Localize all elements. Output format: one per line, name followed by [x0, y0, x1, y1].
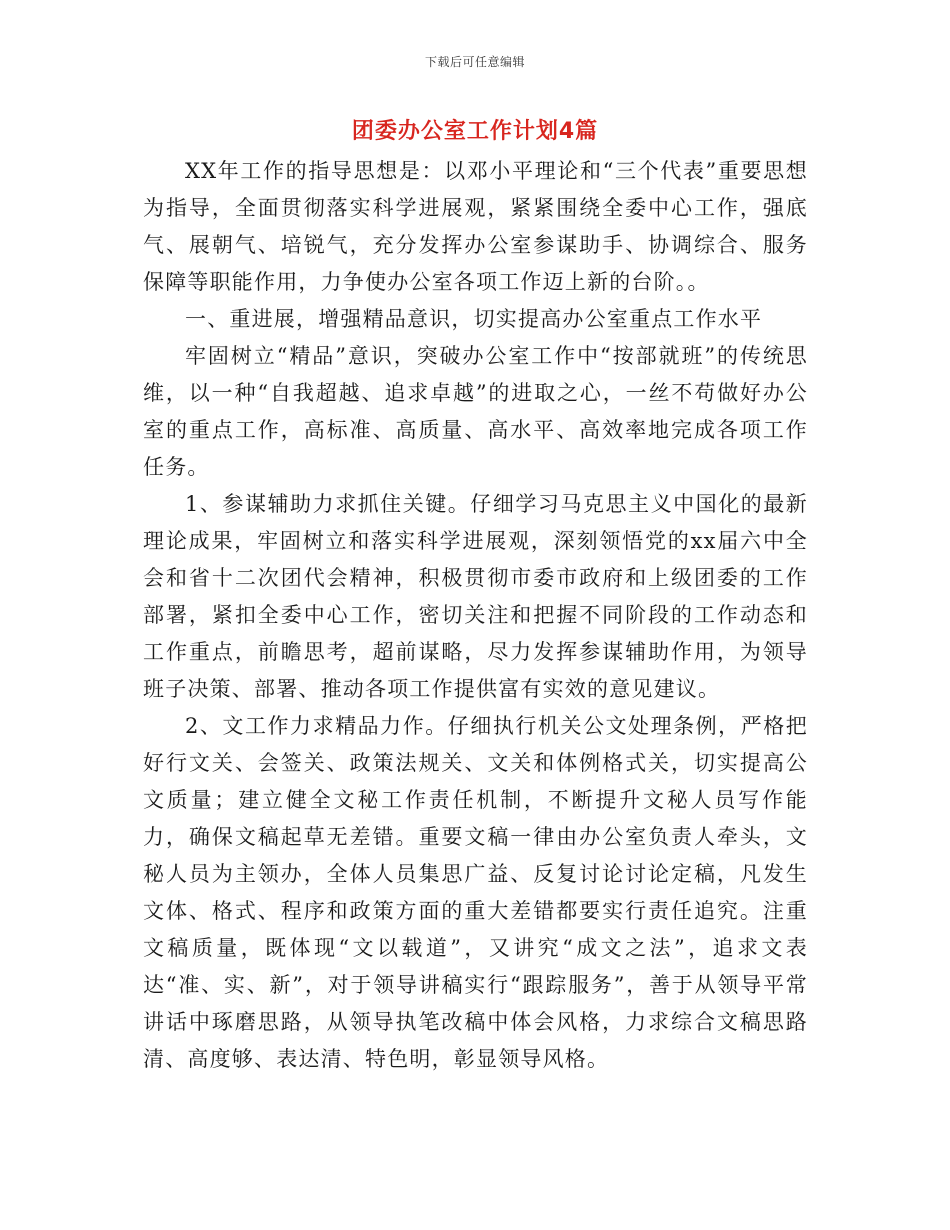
document-body — [143, 153, 808, 1078]
document-title: 团委办公室工作计划4篇 — [351, 119, 599, 144]
paragraph-quality-awareness: 牢固树立“精品”意识，突破办公室工作中“按部就班”的传统思维，以一种“自我超越、追求卓越”的进取之心，一丝不苟做好办公室的重点工作，高标准、高质量、高水平、高效率地完成各项工作任务。 — [143, 344, 808, 479]
header-note: 下载后可任意编辑 — [424, 55, 525, 69]
paragraph-item-1: 1、参谋辅助力求抓住关键。仔细学习马克思主义中国化的最新理论成果，牢固树立和落实科学进展观，深刻领悟党的xx届六中全会和省十二次团代会精神，积极贯彻市委市政府和上级团委的工作部署，紧扣全委中心工作，密切关注和把握不同阶段的工作动态和工作重点，前瞻思考，超前谋略，尽力发挥参谋辅助作用，为领导班子决策、部署、推动各项工作提供富有实效的意见建议。 — [143, 492, 808, 701]
paragraph-guiding-thought: XX年工作的指导思想是：以邓小平理论和“三个代表”重要思想为指导，全面贯彻落实科学进展观，紧紧围绕全委中心工作，强底气、展朝气、培锐气，充分发挥办公室参谋助手、协调综合、服务保障等职能作用，力争使办公室各项工作迈上新的台阶。。 — [143, 159, 808, 294]
section-heading-1: 一、重进展，增强精品意识，切实提高办公室重点工作水平 — [185, 307, 763, 331]
paragraph-item-2: 2、文工作力求精品力作。仔细执行机关公文处理条例，严格把好行文关、会签关、政策法规关、文关和体例格式关，切实提高公文质量；建立健全文秘工作责任机制，不断提升文秘人员写作能力，确保文稿起草无差错。重要文稿一律由办公室负责人牵头，文秘人员为主领办，全体人员集思广益、反复讨论讨论定稿，凡发生文体、格式、程序和政策方面的重大差错都要实行责任追究。注重文稿质量，既体现“文以载道”，又讲究“成文之法”，追求文表达“准、实、新”，对于领导讲稿实行“跟踪服务”，善于从领导平常讲话中琢磨思路，从领导执笔改稿中体会风格，力求综合文稿思路清、高度够、表达清、特色明，彰显领导风格。 — [143, 714, 808, 1071]
